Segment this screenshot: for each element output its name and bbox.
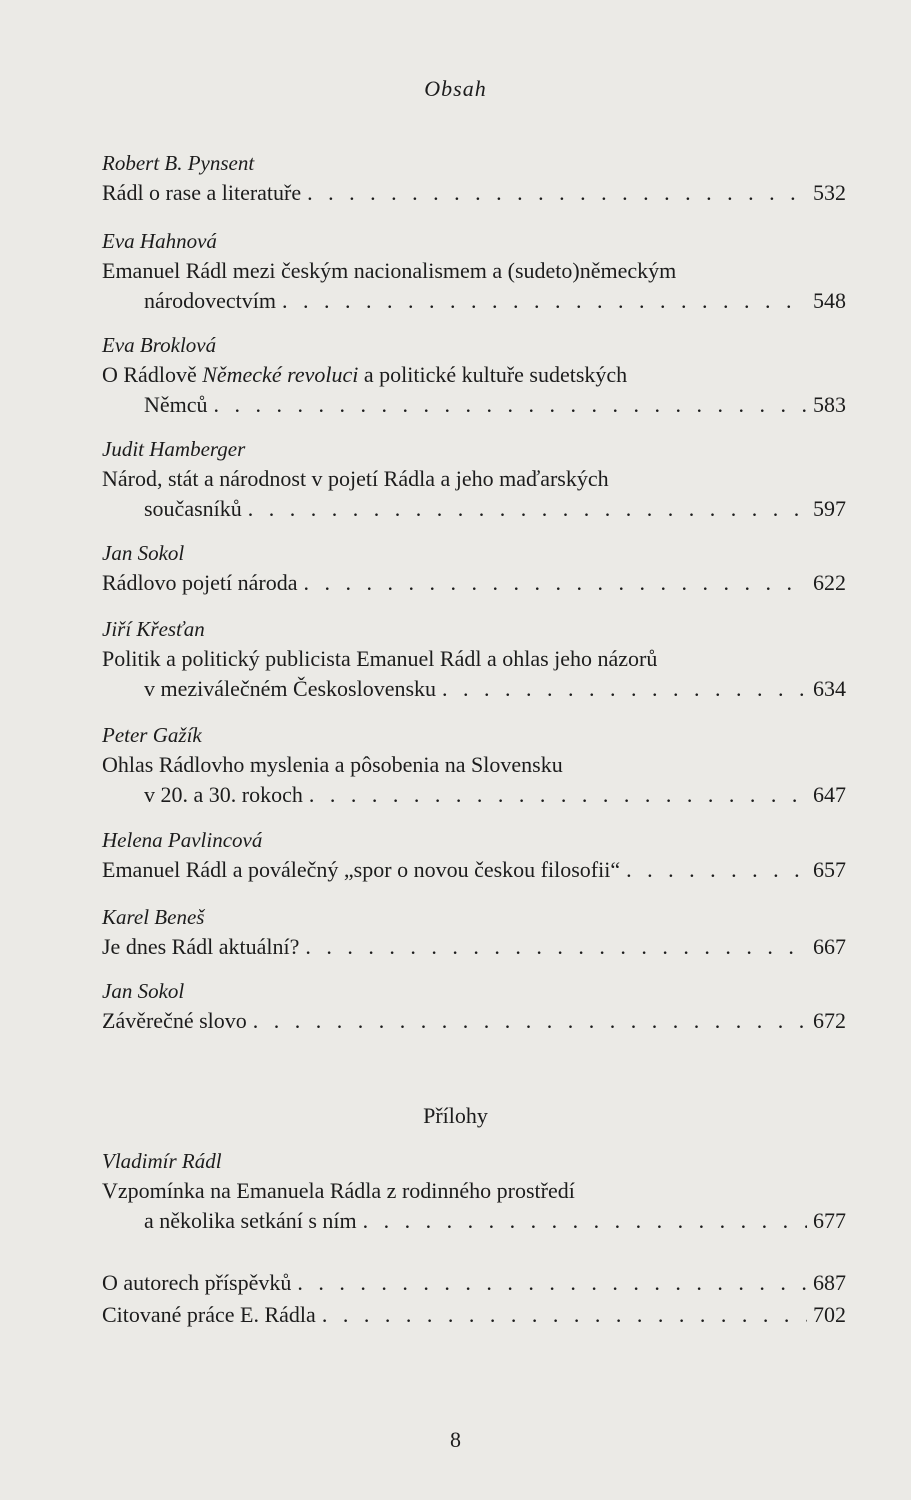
dot-leader: [322, 1300, 807, 1330]
entry-title-pre: O Rádlově: [102, 362, 203, 387]
entry-title: Emanuel Rádl mezi českým nacionalismem a (sudeto)německým: [102, 258, 677, 283]
entry-title-line: [102, 780, 846, 810]
entry-title: O autorech příspěvků: [102, 1270, 292, 1295]
entry-page: 548: [813, 288, 846, 313]
entry-page: 667: [813, 934, 846, 959]
entry-title-cont: v 20. a 30. rokoch: [144, 782, 303, 807]
entry-page: 657: [813, 857, 846, 882]
entry-page: 702: [813, 1302, 846, 1327]
entry-author: Judit Hamberger: [102, 437, 246, 461]
toc-entry: [102, 720, 846, 810]
dot-leader: [214, 390, 807, 420]
toc-entry: [102, 976, 846, 1036]
entry-title: Je dnes Rádl aktuální?: [102, 934, 300, 959]
entry-title-line: [102, 1206, 846, 1236]
toc-entry: [102, 434, 846, 524]
entry-title-line: [102, 1300, 846, 1330]
toc-entry: [102, 1300, 846, 1330]
entry-title-italic: Německé revoluci: [202, 362, 359, 387]
entry-author: Helena Pavlincová: [102, 828, 263, 852]
dot-leader: [363, 1206, 807, 1236]
entry-title-line: [102, 932, 846, 962]
entry-title-line: [102, 568, 846, 598]
entry-author: Peter Gažík: [102, 723, 202, 747]
toc-entry: [102, 330, 846, 420]
toc-entry: [102, 614, 846, 704]
entry-title: Ohlas Rádlovho myslenia a pôsobenia na Slovensku: [102, 752, 563, 777]
entry-page: 634: [813, 676, 846, 701]
entry-title-cont: Němců: [144, 392, 208, 417]
entry-author: Jan Sokol: [102, 541, 185, 565]
entry-title: Národ, stát a národnost v pojetí Rádla a jeho maďarských: [102, 466, 609, 491]
dot-leader: [304, 568, 807, 598]
entry-page: 672: [813, 1008, 846, 1033]
dot-leader: [253, 1006, 807, 1036]
entry-page: 622: [813, 570, 846, 595]
dot-leader: [282, 286, 807, 316]
entry-title-cont: současníků: [144, 496, 242, 521]
entry-author: Jiří Křesťan: [102, 617, 205, 641]
entry-title-line: [102, 1006, 846, 1036]
entry-title: Rádl o rase a literatuře: [102, 180, 302, 205]
entry-author: Jan Sokol: [102, 979, 185, 1003]
entry-title: Rádlovo pojetí národa: [102, 570, 298, 595]
entry-title-line: [102, 674, 846, 704]
page-number: 8: [450, 1427, 461, 1452]
toc-entry: [102, 902, 846, 962]
dot-leader: [442, 674, 807, 704]
dot-leader: [297, 1268, 807, 1298]
entry-title-line: [102, 1268, 846, 1298]
entry-page: 583: [813, 392, 846, 417]
entry-title: Vzpomínka na Emanuela Rádla z rodinného prostředí: [102, 1178, 575, 1203]
entry-title-line: [102, 390, 846, 420]
entry-page: 647: [813, 782, 846, 807]
toc-entry: [102, 1268, 846, 1298]
dot-leader: [305, 932, 807, 962]
dot-leader: [248, 494, 807, 524]
entry-title-cont: a několika setkání s ním: [144, 1208, 357, 1233]
toc-entry: [102, 825, 846, 885]
entry-page: 532: [813, 180, 846, 205]
entry-title-cont: národovectvím: [144, 288, 276, 313]
dot-leader: [309, 780, 807, 810]
toc-entry: [102, 538, 846, 598]
toc-entry: [102, 148, 846, 208]
entry-title-line: [102, 494, 846, 524]
page-header: Obsah: [424, 76, 487, 101]
entry-author: Vladimír Rádl: [102, 1149, 222, 1173]
entry-author: Eva Hahnová: [102, 229, 217, 253]
toc-entry: [102, 226, 846, 316]
dot-leader: [307, 178, 807, 208]
dot-leader: [626, 855, 807, 885]
entry-title: Závěrečné slovo: [102, 1008, 247, 1033]
entry-author: Robert B. Pynsent: [102, 151, 255, 175]
entry-author: Eva Broklová: [102, 333, 217, 357]
entry-author: Karel Beneš: [102, 905, 205, 929]
entry-title-line: [102, 178, 846, 208]
entry-title: [102, 360, 846, 390]
entry-title-post: a politické kultuře sudetských: [358, 362, 628, 387]
entry-title-line: [102, 855, 846, 885]
entry-title: Politik a politický publicista Emanuel Rádl a ohlas jeho názorů: [102, 646, 658, 671]
entry-title: Emanuel Rádl a poválečný „spor o novou českou filosofii“: [102, 857, 621, 882]
appendix-heading: Přílohy: [423, 1103, 488, 1128]
toc-entry: [102, 1146, 846, 1236]
entry-page: 677: [813, 1208, 846, 1233]
entry-page: 687: [813, 1270, 846, 1295]
entry-title-line: [102, 286, 846, 316]
entry-title: Citované práce E. Rádla: [102, 1302, 316, 1327]
entry-title-cont: v meziválečném Československu: [144, 676, 437, 701]
entry-page: 597: [813, 496, 846, 521]
